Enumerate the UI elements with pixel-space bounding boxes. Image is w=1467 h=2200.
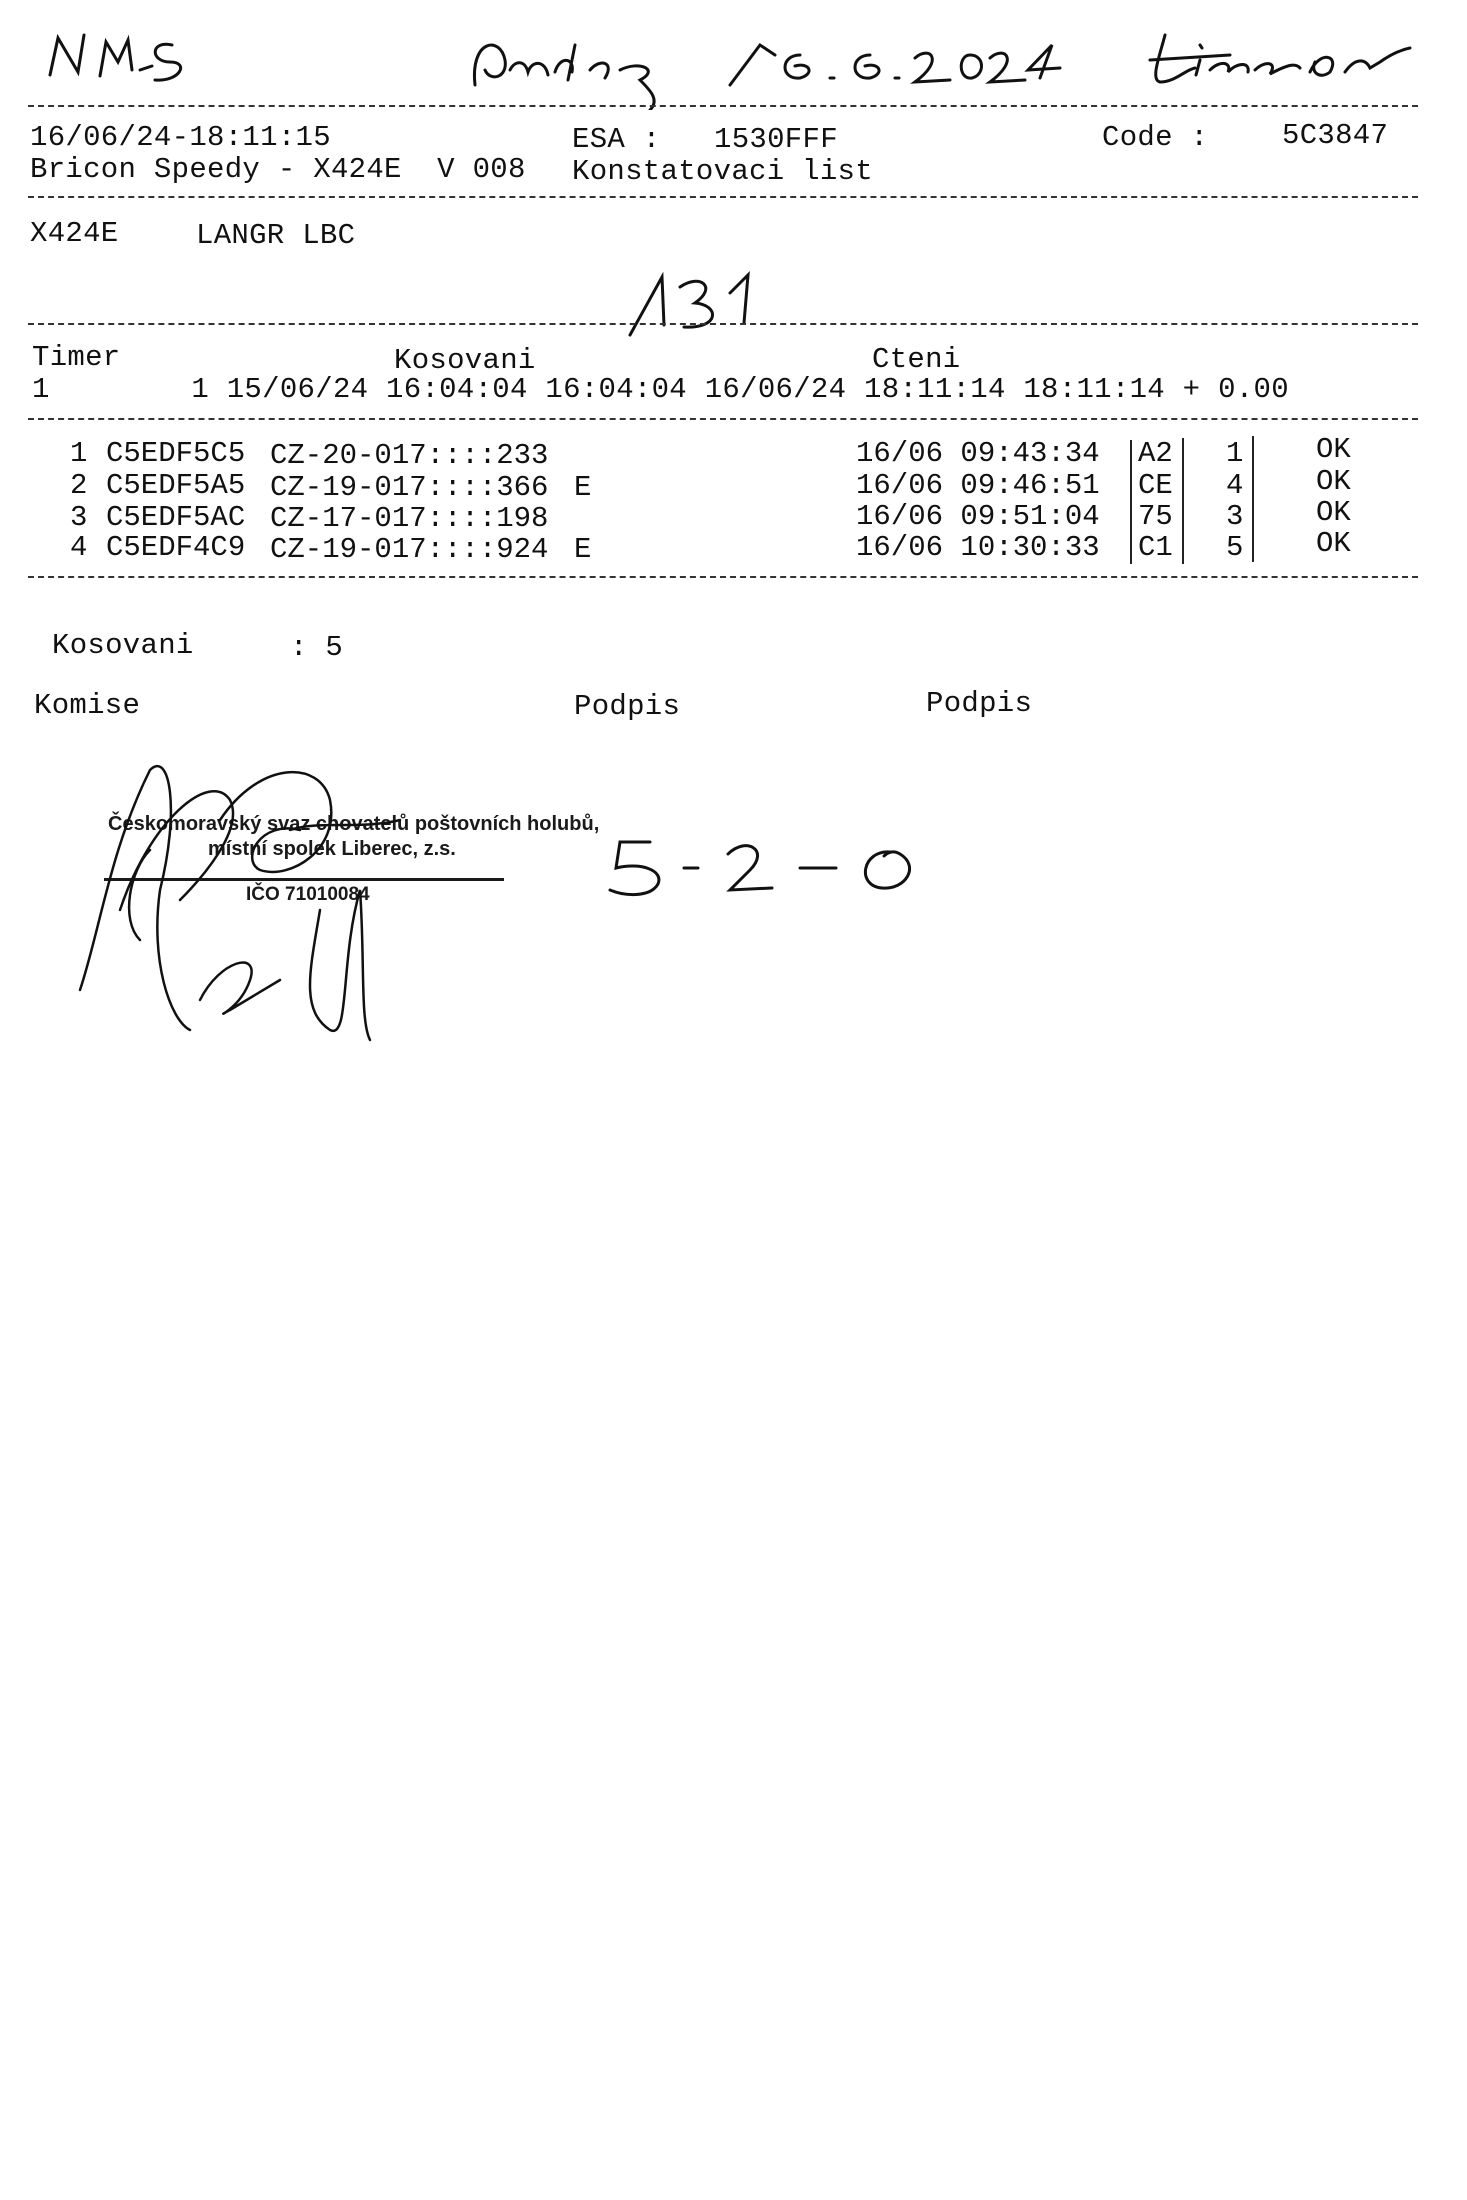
handwritten-result [600, 830, 940, 910]
bird-ring: CZ-17-017::::198 [270, 502, 549, 535]
bird-flag: E [574, 471, 592, 504]
bird-status: OK [1316, 433, 1351, 466]
header-datetime: 16/06/24-18:11:15 [30, 121, 331, 154]
stamp-line-3: IČO 71010084 [246, 884, 370, 905]
bird-chip: C5EDF4C9 [106, 531, 246, 564]
bird-code: C1 [1138, 531, 1173, 564]
bird-code: CE [1138, 469, 1173, 502]
separator-line [28, 576, 1418, 578]
bird-status: OK [1316, 496, 1351, 529]
timer-header-cteni: Cteni [872, 343, 961, 376]
summary-kosovani-label: Kosovani [52, 629, 194, 662]
column-divider [1130, 440, 1132, 564]
timer-row: 1 1 15/06/24 16:04:04 16:04:04 16/06/24 18:11:14 18:11:14 + 0.00 [32, 373, 1289, 406]
bird-time: 16/06 09:43:34 [856, 437, 1100, 470]
bird-no: 4 [70, 531, 88, 564]
bird-no: 2 [70, 469, 88, 502]
stamp-line-1: Českomoravský svaz chovatelů poštovních holubů, [108, 813, 600, 835]
bird-chip: C5EDF5A5 [106, 469, 246, 502]
bird-flag: E [574, 533, 592, 566]
bird-table [0, 0, 1467, 600]
podpis-label-2: Podpis [926, 687, 1033, 720]
bird-code: A2 [1138, 437, 1173, 470]
bird-code: 75 [1138, 500, 1173, 533]
owner-id: X424E [30, 217, 119, 250]
bird-pos: 4 [1226, 469, 1244, 502]
bird-status: OK [1316, 527, 1351, 560]
bird-ring: CZ-20-017::::233 [270, 439, 549, 472]
bird-ring: CZ-19-017::::366 [270, 471, 549, 504]
header-code-value: 5C3847 [1282, 119, 1389, 152]
owner-name: LANGR LBC [196, 219, 356, 252]
header-esa-label: ESA : [572, 123, 661, 156]
bird-status: OK [1316, 465, 1351, 498]
bird-pos: 1 [1226, 437, 1244, 470]
header-device: Bricon Speedy - X424E V 008 [30, 153, 526, 186]
bird-pos: 3 [1226, 500, 1244, 533]
header-esa-value: 1530FFF [714, 123, 838, 156]
header-doc-title: Konstatovaci list [572, 155, 873, 188]
column-divider [1252, 436, 1254, 562]
bird-no: 1 [70, 437, 88, 470]
column-divider [1182, 438, 1184, 564]
summary-kosovani-value: : 5 [290, 631, 344, 664]
bird-pos: 5 [1226, 531, 1244, 564]
timer-header-kosovani: Kosovani [394, 344, 536, 377]
bird-chip: C5EDF5AC [106, 501, 246, 534]
podpis-label-1: Podpis [574, 690, 681, 723]
stamp-line-2: místní spolek Liberec, z.s. [208, 838, 456, 860]
komise-label: Komise [34, 689, 141, 722]
bird-time: 16/06 09:46:51 [856, 469, 1100, 502]
timer-header-timer: Timer [32, 341, 121, 374]
bird-time: 16/06 10:30:33 [856, 531, 1100, 564]
bird-no: 3 [70, 501, 88, 534]
header-code-label: Code : [1102, 121, 1209, 154]
bird-ring: CZ-19-017::::924 [270, 533, 549, 566]
bird-time: 16/06 09:51:04 [856, 500, 1100, 533]
handwritten-signature [60, 730, 520, 1070]
bird-chip: C5EDF5C5 [106, 437, 246, 470]
